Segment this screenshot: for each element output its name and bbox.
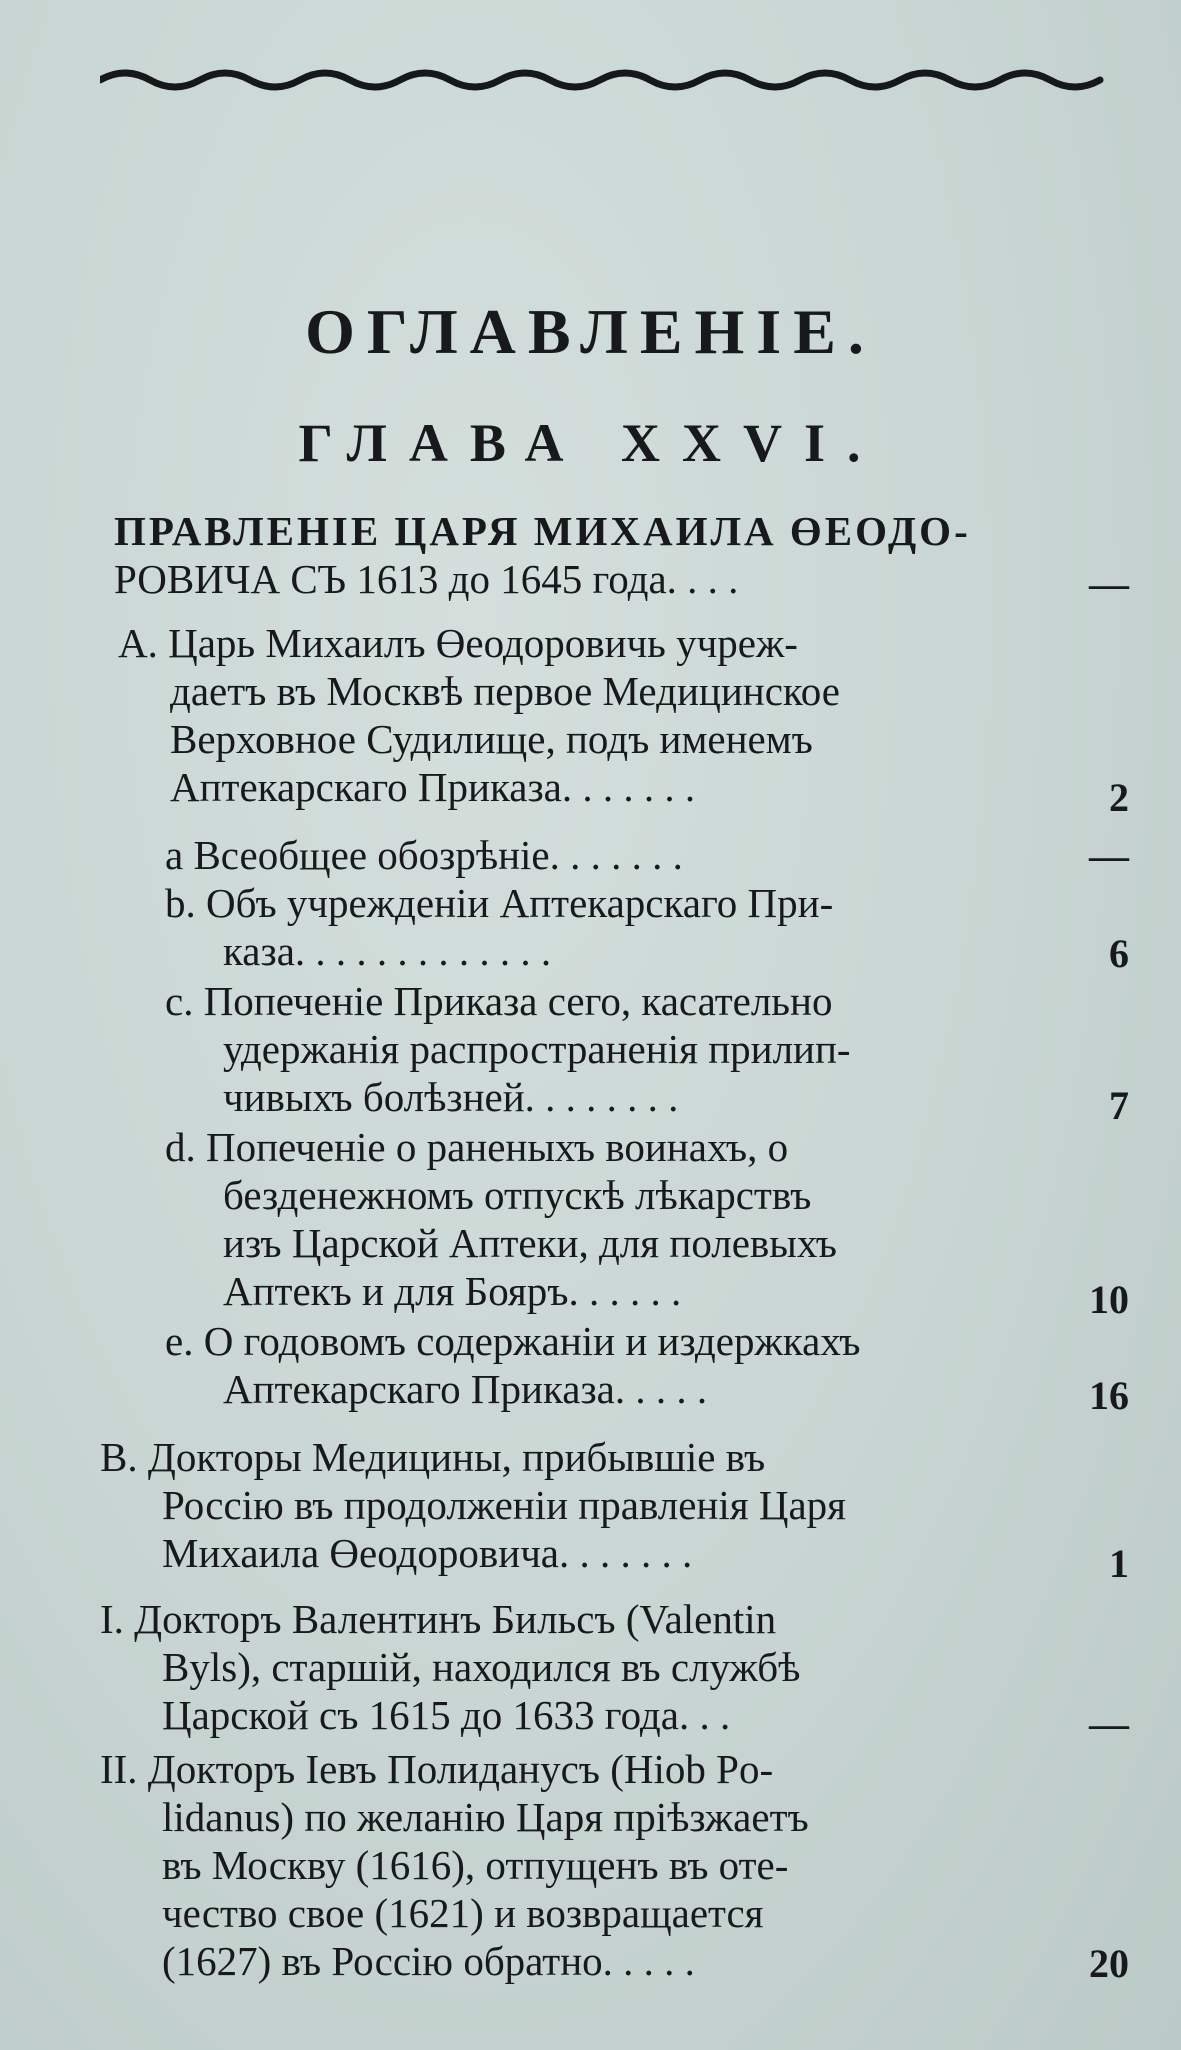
- page-number: —: [1089, 833, 1129, 878]
- toc-line: I. Докторъ Валентинъ Бильсъ (Valentin: [100, 1596, 777, 1642]
- toc-line: Аптекарскаго Приказа. . . . .: [223, 1366, 708, 1412]
- toc-line: B. Докторы Медицины, прибывшіе въ: [100, 1434, 766, 1480]
- toc-line: Михаила Өеодоровича. . . . . . .: [162, 1530, 693, 1576]
- toc-line: a Всеобщее обозрѣніе. . . . . . .: [165, 832, 683, 878]
- toc-line: c. Попеченіе Приказа сего, касательно: [165, 978, 833, 1024]
- chapter-heading: ГЛАВА XXVI.: [298, 413, 883, 473]
- page-number: 7: [1109, 1083, 1129, 1128]
- page-number: —: [1089, 1701, 1129, 1746]
- toc-line: каза. . . . . . . . . . . . .: [223, 928, 552, 974]
- toc-line: Аптекарскаго Приказа. . . . . . .: [170, 764, 696, 810]
- page-number: —: [1089, 561, 1129, 606]
- toc-line: чивыхъ болѣзней. . . . . . . .: [223, 1074, 679, 1120]
- toc-line: d. Попеченіе о раненыхъ воинахъ, о: [165, 1124, 789, 1170]
- page-number: 20: [1089, 1941, 1129, 1986]
- toc-line: удержанія распространенія прилип-: [223, 1026, 851, 1072]
- toc-line: Аптекъ и для Бояръ. . . . . .: [223, 1268, 682, 1314]
- toc-line: въ Москву (1616), отпущенъ въ оте-: [162, 1842, 789, 1888]
- page-number: 1: [1109, 1541, 1129, 1586]
- page-number: 2: [1109, 775, 1129, 820]
- toc-line: безденежномъ отпускѣ лѣкарствъ: [223, 1172, 812, 1218]
- toc-line: lidanus) по желанію Царя прiѣзжаетъ: [162, 1794, 809, 1840]
- toc-line: ПРАВЛЕНІЕ ЦАРЯ МИХАИЛА ӨЕОДО-: [114, 508, 971, 554]
- toc-line: A. Царь Михаилъ Өеодоровичь учреж-: [118, 620, 798, 666]
- toc-line: II. Докторъ Іевъ Полиданусъ (Hiob Po-: [100, 1746, 774, 1792]
- page-title: ОГЛАВЛЕНІЕ.: [305, 296, 876, 367]
- toc-line: Царской съ 1615 до 1633 года. . .: [162, 1692, 731, 1738]
- page-number: 10: [1089, 1277, 1129, 1322]
- toc-line: (1627) въ Россію обратно. . . . .: [162, 1938, 695, 1984]
- toc-line: Россію въ продолженіи правленія Царя: [162, 1482, 847, 1528]
- toc-line: Верховное Судилище, подъ именемъ: [170, 716, 813, 762]
- toc-line: даетъ въ Москвѣ первое Медицинское: [170, 668, 840, 714]
- toc-line: b. Объ учрежденіи Аптекарскаго При-: [165, 880, 834, 926]
- toc-line: чество свое (1621) и возвращается: [162, 1890, 764, 1936]
- toc-line: e. О годовомъ содержаніи и издержкахъ: [165, 1318, 861, 1364]
- ornamental-wave-rule: [100, 58, 1120, 98]
- toc-line: РОВИЧА СЪ 1613 до 1645 года. . . .: [114, 556, 739, 602]
- page-number: 6: [1109, 931, 1129, 976]
- page-number: 16: [1089, 1373, 1129, 1418]
- toc-line: Byls), старшій, находился въ службѣ: [162, 1644, 801, 1690]
- toc-line: изъ Царской Аптеки, для полевыхъ: [223, 1220, 837, 1266]
